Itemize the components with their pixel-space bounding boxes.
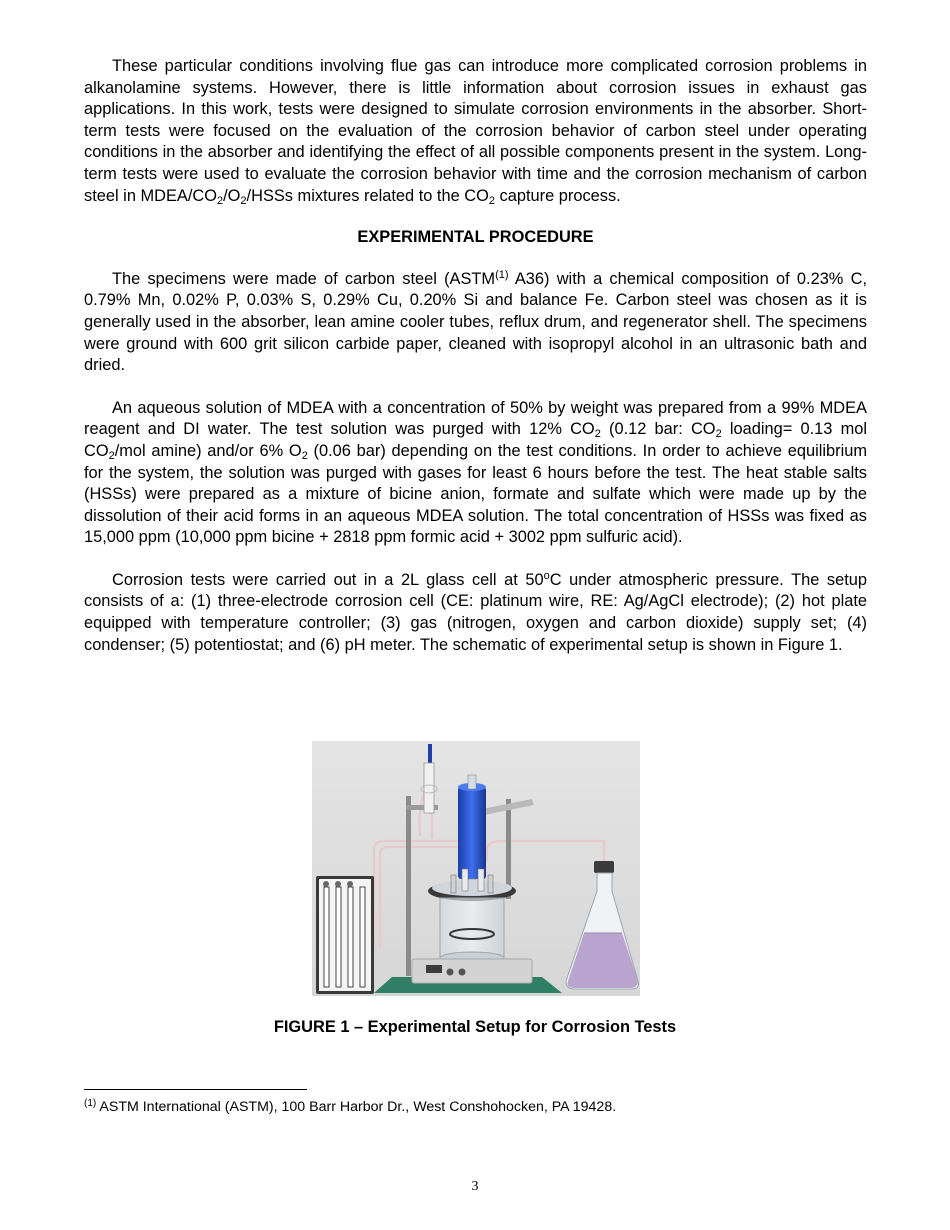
paragraph-1: These particular conditions involving flue gas can introduce more complicated corrosion problems in alkanolamine systems. However, there is little information about corrosion issues in exhaust gas applications. In this work, tests were designed to simulate corrosion environments in the absorber. Short-term tests were focused on the evaluation of the corrosion behavior of carbon steel under operating conditions in the absorber and identifying the effect of all possible components present in the system. Long-term tests were used to evaluate the corrosion behavior with time and the corrosion mechanism of carbon steel in MDEA/$CO_2/O_2$/HSSs mixtures related to the $CO_2$ capture process. [84, 57, 867, 207]
paragraph-4: Corrosion tests were carried out in a 2L glass cell at 50$^o$C under atmospheric pressure. The setup consists of a: (1) three-electrode corrosion cell (CE: platinum wire, RE: Ag/AgCl electrode); (2) hot plate equipped with temperature controller; (3) gas (nitrogen, oxygen and carbon dioxide) supply set; (4) condenser; (5) potentiostat; and (6) pH meter. The schematic of experimental setup is shown in Figure 1. [84, 569, 867, 654]
footnote: $^{(1)}$ ASTM International (ASTM), 100 Barr Harbor Dr., West Conshohocken, PA 19428. [84, 1098, 617, 1115]
footnote-ref[interactable]: (1) [495, 268, 509, 281]
corrosion-cell [428, 869, 516, 964]
page-number: 3 [471, 1179, 479, 1194]
paragraph-2: The specimens were made of carbon steel (ASTM$^{(1)}$ A36) with a chemical composition of 0.23% C, 0.79% Mn, 0.02% P, 0.03% S, 0.29% Cu, 0.20% Si and balance Fe. Carbon steel was chosen as it is generally used in the absorber, lean amine cooler tubes, reflux drum, and regenerator shell. The specimens were ground with 600 grit silicon carbide paper, cleaned with isopropyl alcohol in an ultrasonic bath and dried. [84, 268, 867, 375]
figure-caption: FIGURE 1 – Experimental Setup for Corrosion Tests [273, 1018, 677, 1036]
section-heading: EXPERIMENTAL PROCEDURE [357, 228, 594, 247]
figure-experimental-setup [312, 741, 640, 996]
footnote-divider [84, 1089, 307, 1090]
gas-rotameters [316, 876, 374, 994]
page-body [84, 56, 867, 656]
paragraph-3: An aqueous solution of MDEA with a concentration of 50% by weight was prepared from a 99% MDEA reagent and DI water. The test solution was purged with 12% $CO_2$ (0.12 bar: $CO_2$ loading= 0.13 mol $CO_2$/mol amine) and/or 6% $O_2$ (0.06 bar) depending on the test conditions. In order to achieve equilibrium for the system, the solution was purged with gases for least 6 hours before the test. The heat stable salts (HSSs) were prepared as a mixture of bicine anion, formate and sulfate which were made up by the dissolution of their acid forms in an aqueous MDEA solution. The total concentration of HSSs was fixed as 15,000 ppm (10,000 ppm bicine + 2818 ppm formic acid + 3002 ppm sulfuric acid). [84, 398, 867, 547]
